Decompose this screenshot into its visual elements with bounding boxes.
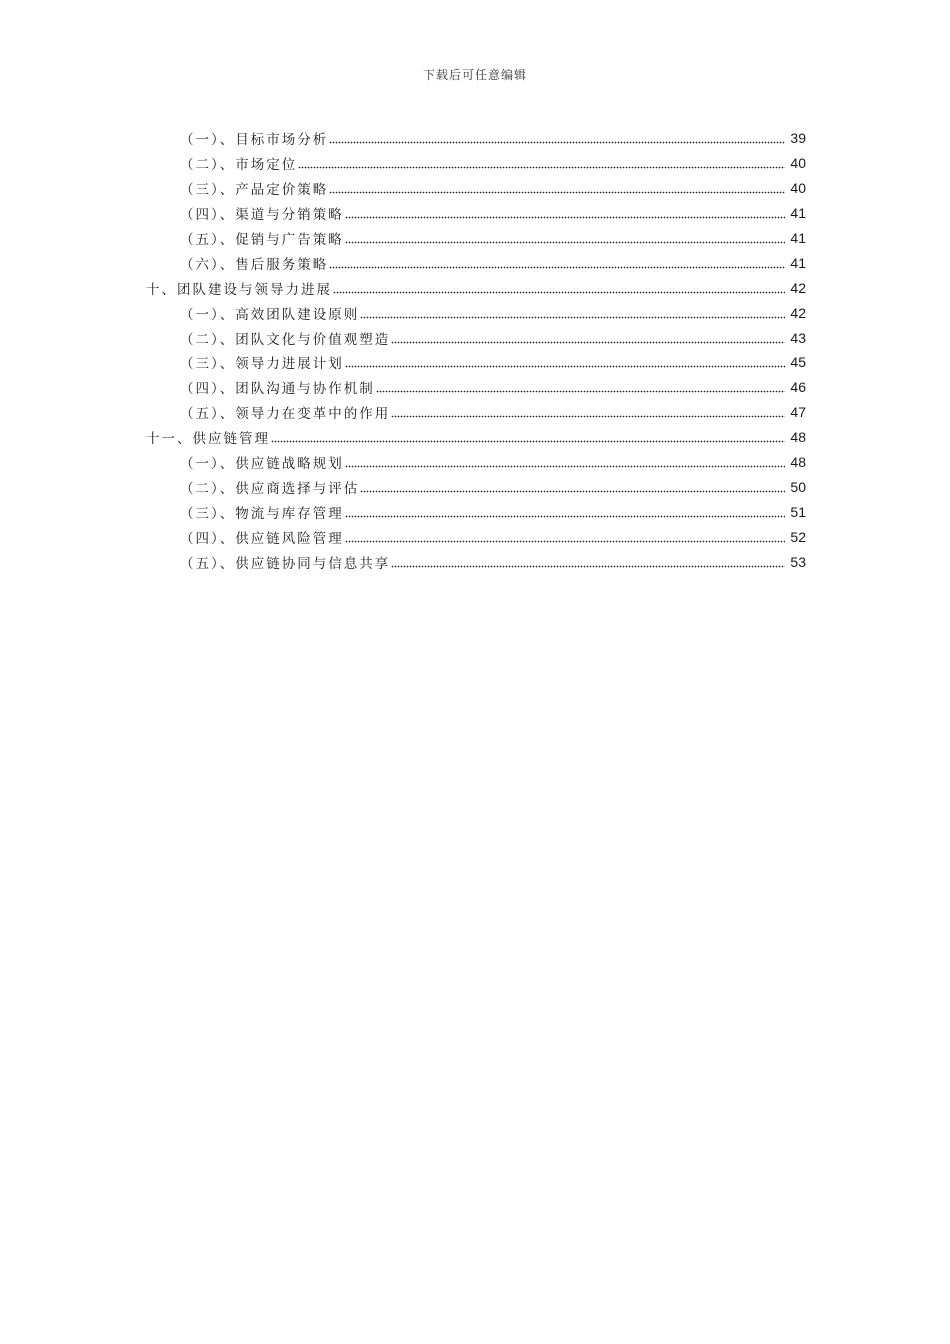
- toc-entry-page: 50: [790, 478, 806, 495]
- toc-entry-page: 41: [790, 230, 806, 246]
- toc-entry[interactable]: [0, 201, 950, 226]
- toc-entry[interactable]: [0, 400, 950, 425]
- toc-entry[interactable]: [0, 250, 950, 275]
- table-of-contents: [0, 126, 950, 574]
- dot-leader: [329, 256, 785, 270]
- dot-leader: [271, 430, 785, 444]
- dot-leader: [329, 181, 785, 195]
- toc-entry-title: （三）、产品定价策略: [180, 182, 329, 199]
- toc-entry-title: （三）、领导力进展计划: [180, 356, 344, 373]
- page-header: 下载后可任意编辑: [422, 68, 527, 82]
- toc-entry-title: 十一、供应链管理: [146, 431, 270, 448]
- toc-entry-title: （四）、团队沟通与协作机制: [180, 381, 375, 398]
- toc-entry-page: 43: [790, 329, 806, 346]
- dot-leader: [391, 331, 785, 345]
- toc-entry-page: 48: [790, 454, 806, 471]
- toc-entry-title: （二）、供应商选择与评估: [180, 480, 360, 497]
- toc-entry-title: 十、团队建设与领导力进展: [146, 281, 332, 298]
- toc-entry-title: （四）、供应链风险管理: [180, 530, 344, 547]
- toc-entry-title: （四）、渠道与分销策略: [180, 207, 344, 224]
- toc-entry[interactable]: [0, 325, 950, 350]
- dot-leader: [345, 505, 785, 519]
- toc-entry-page: 42: [790, 304, 806, 321]
- toc-entry[interactable]: [0, 375, 950, 400]
- dot-leader: [391, 405, 785, 419]
- toc-entry-title: （五）、领导力在变革中的作用: [180, 406, 391, 423]
- toc-chapter-entry[interactable]: [0, 425, 950, 450]
- toc-entry-page: 41: [790, 254, 806, 271]
- toc-entry-page: 48: [790, 429, 806, 446]
- dot-leader: [376, 380, 785, 394]
- toc-entry[interactable]: [0, 450, 950, 475]
- dot-leader: [329, 131, 785, 145]
- toc-entry-page: 45: [790, 354, 806, 371]
- dot-leader: [360, 480, 785, 494]
- toc-entry-page: 39: [790, 130, 806, 147]
- toc-entry-page: 46: [790, 379, 806, 396]
- toc-entry-page: 40: [790, 155, 806, 172]
- toc-entry[interactable]: [0, 350, 950, 375]
- dot-leader: [333, 281, 785, 295]
- toc-entry[interactable]: [0, 499, 950, 524]
- dot-leader: [360, 306, 785, 320]
- toc-entry-title: （二）、团队文化与价值观塑造: [180, 331, 391, 348]
- toc-entry-title: （一）、供应链战略规划: [180, 456, 344, 473]
- dot-leader: [345, 355, 785, 369]
- dot-leader: [345, 530, 785, 544]
- toc-entry-page: 40: [790, 180, 806, 197]
- toc-entry-title: （一）、目标市场分析: [180, 132, 329, 149]
- dot-leader: [298, 156, 785, 170]
- toc-entry[interactable]: [0, 126, 950, 151]
- toc-entry[interactable]: [0, 474, 950, 499]
- toc-entry[interactable]: [0, 226, 950, 251]
- toc-entry-page: 53: [790, 553, 806, 570]
- toc-entry-page: 42: [790, 279, 806, 296]
- toc-entry[interactable]: [0, 300, 950, 325]
- dot-leader: [391, 555, 785, 569]
- toc-entry-title: （五）、促销与广告策略: [180, 232, 344, 248]
- dot-leader: [345, 206, 785, 220]
- toc-entry-page: 51: [790, 503, 806, 520]
- toc-entry-title: （一）、高效团队建设原则: [180, 306, 360, 323]
- toc-entry-title: （五）、供应链协同与信息共享: [180, 555, 391, 572]
- toc-entry-title: （六）、售后服务策略: [180, 256, 329, 273]
- toc-entry-page: 47: [790, 404, 806, 421]
- toc-chapter-entry[interactable]: [0, 275, 950, 300]
- toc-entry[interactable]: [0, 176, 950, 201]
- toc-entry[interactable]: [0, 151, 950, 176]
- toc-entry[interactable]: [0, 549, 950, 574]
- dot-leader: [345, 231, 785, 245]
- toc-entry[interactable]: [0, 524, 950, 549]
- toc-entry-title: （三）、物流与库存管理: [180, 505, 344, 522]
- toc-entry-page: 41: [790, 205, 806, 222]
- dot-leader: [345, 455, 785, 469]
- toc-entry-page: 52: [790, 528, 806, 545]
- toc-entry-title: （二）、市场定位: [180, 157, 298, 174]
